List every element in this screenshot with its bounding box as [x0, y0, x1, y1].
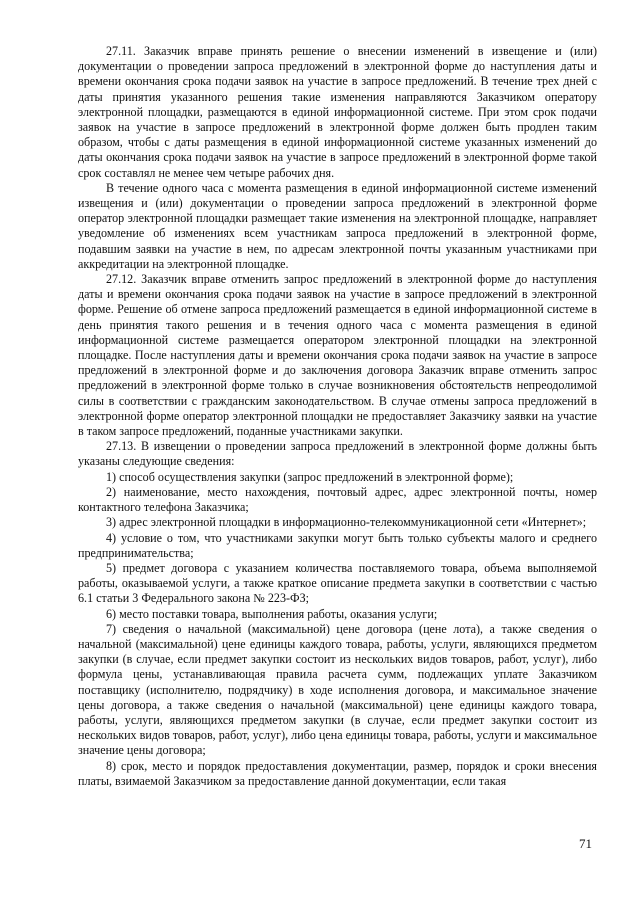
list-item-3: 3) адрес электронной площадки в информационно-телекоммуникационной сети «Интернет»; — [106, 515, 587, 530]
paragraph-notification: В течение одного часа с момента размещения в единой информационной системе изменений извещения и (или) документации о проведении запроса предложений в электронной форме оператор электронной площадки размещает такие изменения на электронной площадке, направляет уведомление об изменениях всем участникам запроса предложений в электронной форме, подавшим заявки на участие в нем, по адресам электронной почты указанным участниками при аккредитации на электронной площадке. — [78, 180, 597, 271]
paragraph-27-12: 27.12. Заказчик вправе отменить запрос предложений в электронной форме до наступления даты и времени окончания срока подачи заявок на участие в запросе предложений в электронной форме. Решение об отмене запроса предложений размещается в единой информационной системе в день принятия такого решения и в течения одного часа с момента размещения в единой информационной системе размещается оператором электронной площадки на электронной площадке. После наступления даты и времени окончания срока подачи заявок на участие в запросе предложений в электронной форме и до заключения договора Заказчик вправе отменить запрос предложений в электронной форме только в случае возникновения обстоятельств непреодолимой силы в соответствии с гражданским законодательством. В случае отмены запроса предложений в электронной форме оператор электронной площадки не предоставляет Заказчику заявки на участие в таком запросе предложений, поданные участниками закупки. — [78, 272, 597, 439]
list-item-1: 1) способ осуществления закупки (запрос предложений в электронной форме); — [106, 469, 514, 484]
document-body — [78, 44, 597, 789]
list-item-8: 8) срок, место и порядок предоставления документации, размер, порядок и сроки внесения платы, взимаемой Заказчиком за предоставление данной документации, если такая — [78, 758, 597, 788]
paragraph-27-11: 27.11. Заказчик вправе принять решение о внесении изменений в извещение и (или) документации о проведении запроса предложений в электронной форме до наступления даты и времени окончания срока подачи заявок на участие в запросе предложений. В течение трех дней с даты принятия указанного решения такие изменения направляются Заказчиком оператору электронной площадки, размещаются в единой информационной системе. При этом срок подачи заявок на участие в запросе предложений в электронной форме должен быть продлен таким образом, чтобы с даты размещения в единой информационной системе указанных изменений до даты окончания срока подачи заявок на участие в запросе предложений в электронной форме такой срок составлял не менее чем четыре рабочих дня. — [78, 44, 597, 180]
list-item-4: 4) условие о том, что участниками закупки могут быть только субъекты малого и среднего предпринимательства; — [78, 530, 597, 560]
list-item-5: 5) предмет договора с указанием количества поставляемого товара, объема выполняемой работы, оказываемой услуги, а также краткое описание предмета закупки в соответствии с частью 6.1 статьи 3 Федерального закона № 223-ФЗ; — [78, 560, 597, 606]
paragraph-27-13: 27.13. В извещении о проведении запроса предложений в электронной форме должны быть указаны следующие сведения: — [78, 439, 597, 469]
page-number: 71 — [579, 836, 592, 851]
list-item-6: 6) место поставки товара, выполнения работы, оказания услуги; — [106, 606, 438, 621]
list-item-7: 7) сведения о начальной (максимальной) цене договора (цене лота), а также сведения о начальной (максимальной) цене единицы каждого товара, работы, услуги, являющихся предметом закупки (в случае, если предмет закупки состоит из нескольких видов товаров, работ, услуг), либо формула цены, устанавливающая правила расчета сумм, подлежащих уплате Заказчиком поставщику (исполнителю, подрядчику) в ходе исполнения договора, и максимальное значение цены договора, а также сведения о начальной (максимальной) цене единицы каждого товара, работы, услуги, являющихся предметом закупки (в случае, если предмет закупки состоит из нескольких видов товаров, работ, услуг), либо цена единицы товара, работы, услуги и максимальное значение цены договора; — [78, 621, 597, 758]
list-item-2: 2) наименование, место нахождения, почтовый адрес, адрес электронной почты, номер контактного телефона Заказчика; — [78, 484, 597, 515]
